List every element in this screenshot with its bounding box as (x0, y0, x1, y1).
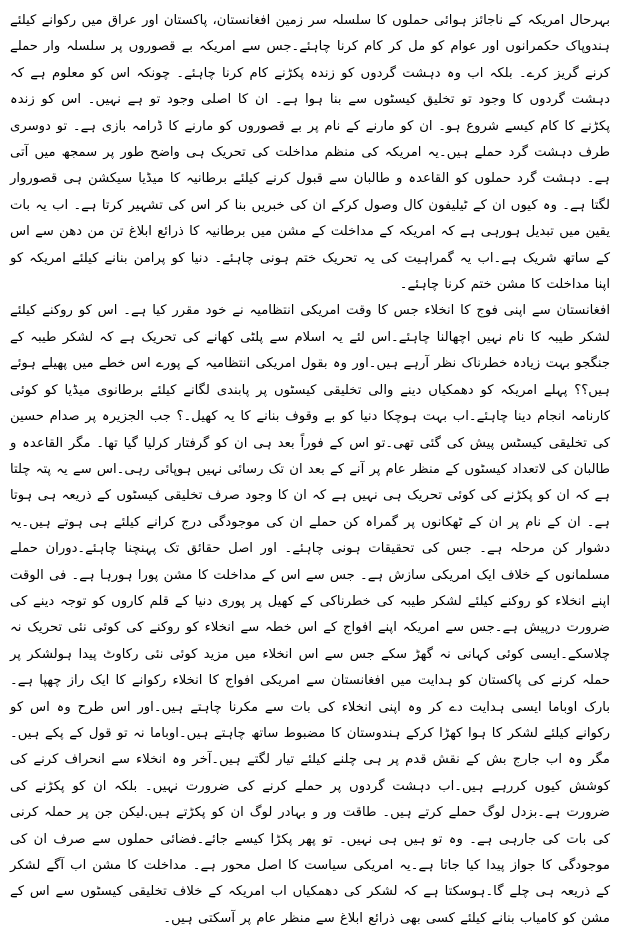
article-paragraph-2: افغانستان سے اپنی فوج کا انخلاء جس کا وقت امریکی انتظامیہ نے خود مقرر کیا ہے۔ اس کو روکنے کیلئے لشکر طیبہ کا نام نہیں اچھالنا چاہئے۔اس لئے یہ اسلام سے پلٹی کھانے کی تحریک ہے کہ لشکر طیبہ کے جنگجو بہت زیادہ خطرناک نظر آرہے ہیں۔اور وہ بقول امریکی انتظامیہ کے پورے اس خطے میں پھیلے ہوئے ہیں؟؟ پہلے امریکہ کو دھمکیاں دینے والی تخلیقی کیسٹوں پر پابندی لگانے کیلئے برطانوی میڈیا کو کوئی کارنامہ انجام دینا چاہئے۔اب بہت ہوچکا دنیا کو بے وقوف بنانے کا یہ کھیل۔؟ جب الجزیرہ پر صدام حسین کی تخلیقی کیسٹس پیش کی گئی تھی۔تو اس کے فوراً بعد ہی ان کو گرفتار کرلیا گیا تھا۔ مگر القاعدہ و طالبان کی لاتعداد کیسٹوں کے منظر عام پر آنے کے بعد ان تک رسائی نہیں ہوپائی رہی۔اس سے یہ پتہ چلتا ہے کہ ان کو پکڑنے کی کوئی تحریک ہی نہیں ہے کہ ان کا وجود صرف تخلیقی کیسٹوں کے ذریعہ ہی ہوتا ہے۔ ان کے نام پر ان کے ٹھکانوں پر گمراہ کن حملے ان کی موجودگی درج کرانے کیلئے ہی ہوتے ہیں۔یہ دشوار کن مرحلہ ہے۔ جس کی تحقیقات ہونی چاہئے۔ اور اصل حقائق تک پہنچنا چاہئے۔دوران حملے مسلمانوں کے خلاف ایک امریکی سازش ہے۔ جس سے اس کے مداخلت کا مشن پورا ہورہا ہے۔ فی الوقت اپنے انخلاء کو روکنے کیلئے لشکر طیبہ کی خطرناکی کے کھیل پر پوری دنیا کے قلم کاروں کو توجہ دینے کی ضرورت درپیش ہے۔جس سے امریکہ اپنے افواج کے اس خطہ سے انخلاء کو روکنے کی کوئی نئی تحریک نہ چلاسکے۔ایسی کوئی کہانی نہ گھڑ سکے جس سے اس انخلاء میں مزید کوئی نئی رکاوٹ پیدا ہولشکر پر حملہ کرنے کی پاکستان کو ہدایت میں افغانستان سے امریکی افواج کا انخلاء رکوانے کا ایک راز چھپا ہے۔ بارک اوباما ایسی ہدایت دے کر وہ اپنی انخلاء کی بات سے مکرنا چاہتے ہیں۔اور اس طرح وہ اس کو رکوانے کیلئے لشکر کا ہوا کھڑا کرکے ہندوستان کا مضبوط ساتھ چاہتے ہیں۔اوباما نہ تو قول کے پکے ہیں۔ مگر وہ اب جارج بش کے نقش قدم پر ہی چلنے کیلئے تیار لگتے ہیں۔آخر وہ انخلاء سے انحراف کرنے کی کوشش کیوں کررہے ہیں۔اب دہشت گردوں پر حملے کرنے کی ضرورت نہیں۔ بلکہ ان کو پکڑنے کی ضرورت ہے۔بزدل لوگ حملے کرتے ہیں۔ طاقت ور و بہادر لوگ ان کو پکڑتے ہیں.لیکن جن پر حملہ کرنی کی بات کی جارہی ہے۔ وہ تو ہیں ہی نہیں۔ تو پھر پکڑا کیسے جائے۔فضائی حملوں سے صرف ان کی موجودگی کا جواز پیدا کیا جاتا ہے۔یہ امریکی سیاست کا اصل محور ہے۔ مداخلت کا مشن اب آگے لشکر کے ذریعہ ہی چلے گا۔ہوسکتا ہے کہ لشکر کی دھمکیاں اب امریکہ کے خلاف تخلیقی کیسٹوں سے اس کے مشن کو کامیاب بنانے کیلئے کسی بھی ذرائع ابلاغ سے منظر عام پر آسکتی ہیں۔ (10, 303, 610, 926)
urdu-article (10, 8, 610, 932)
article-paragraph-1: بہرحال امریکہ کے ناجائز ہوائی حملوں کا سلسلہ سر زمین افغانستان، پاکستان اور عراق میں رکوانے کیلئے ہندوپاک حکمرانوں اور عوام کو مل کر کام کرنا چاہئے۔جس سے امریکہ بے قصوروں پر سلسلہ وار حملے کرنے گریز کرے۔ بلکہ اب وہ دہشت گردوں کو زندہ پکڑنے کام کرنا چاہئے۔ چونکہ اس کو معلوم ہے کہ دہشت گردوں کا وجود تو تخلیق کیسٹوں سے بنا ہوا ہے۔ ان کا اصلی وجود تو ہے نہیں۔ اس کو زندہ پکڑنے کا کام کیسے شروع ہو۔ ان کو مارنے کے نام پر بے قصوروں کو مارنے کا ڈرامہ بازی ہے۔ تو دوسری طرف دہشت گرد حملے ہیں۔یہ امریکہ کی منظم مداخلت کی تحریک ہی واضح طور پر سمجھ میں آتی ہے۔ دہشت گرد حملوں کو القاعدہ و طالبان سے قبول کرنے کیلئے برطانیہ کا میڈیا سیکشن ہی قصوروار لگتا ہے۔ وہ کیوں ان کے ٹیلیفون کال وصول کرکے ان کی خبریں بنا کر اس کی تشہیر کرتا ہے۔ اب یہ بات یقین میں تبدیل ہورہی ہے کہ امریکہ کے مداخلت کے مشن میں برطانیہ کا ذرائع ابلاغ تن من دھن سے اس کے ساتھ شریک ہے۔اب یہ گمراہیت کی یہ تحریک ختم ہونی چاہئے۔ دنیا کو پرامن بنانے کیلئے امریکہ کو اپنا مداخلت کا مشن ختم کرنا چاہئے۔ (10, 13, 610, 293)
